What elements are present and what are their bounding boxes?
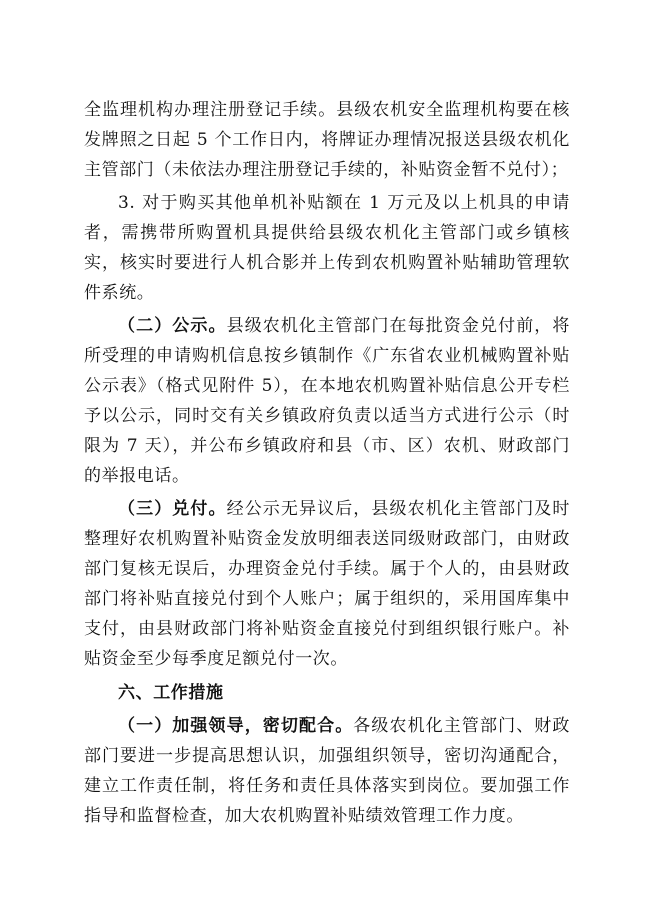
paragraph-text: 经公示无异议后，县级农机化主管部门及时整理好农机购置补贴资金发放明细表送同级财政部门，由财政部门复核无误后，办理资金兑付手续。属于个人的，由县财政部门将补贴直接兑付到个人账户；属于组织的，采用国库集中支付，由县财政部门将补贴资金直接兑付到组织银行账户。补贴资金至少每季度足额兑付一次。 — [84, 499, 570, 669]
document-body — [84, 95, 570, 834]
section-heading: 六、工作措施 — [118, 683, 224, 703]
paragraph-text: 各级农机化主管部门、财政部门要进一步提高思想认识，加强组织领导，密切沟通配合，建立工作责任制，将任务和责任具体落实到岗位。要加强工作指导和监督检查，加大农机购置补贴绩效管理工作力度。 — [84, 716, 570, 826]
paragraph-text: 3. 对于购买其他单机补贴额在 1 万元及以上机具的申请者，需携带所购置机具提供给县级农机化主管部门或乡镇核实，核实时要进行人机合影并上传到农机购置补贴辅助管理软件系统。 — [84, 193, 570, 303]
paragraph-lead: （三）兑付。 — [118, 499, 227, 519]
paragraph-lead: （二）公示。 — [118, 316, 227, 336]
paragraph-leadership — [84, 711, 570, 831]
paragraph-text: 县级农机化主管部门在每批资金兑付前，将所受理的申请购机信息按乡镇制作《广东省农业机械购置补贴公示表》（格式见附件 5），在本地农机购置补贴信息公开专栏予以公示，同时交有关乡镇政府负责以适当方式进行公示（时限为 7 天），并公布乡镇政府和县（市、区）农机、财政部门的举报电话。 — [84, 316, 570, 486]
paragraph-registration — [84, 95, 570, 185]
paragraph-publicity — [84, 311, 570, 491]
paragraph-item-3 — [84, 188, 570, 308]
paragraph-text: 全监理机构办理注册登记手续。县级农机安全监理机构要在核发牌照之日起 5 个工作日内，将牌证办理情况报送县级农机化主管部门（未依法办理注册登记手续的，补贴资金暂不兑付）； — [84, 100, 570, 180]
paragraph-payment — [84, 494, 570, 674]
paragraph-lead: （一）加强领导，密切配合。 — [118, 716, 354, 736]
